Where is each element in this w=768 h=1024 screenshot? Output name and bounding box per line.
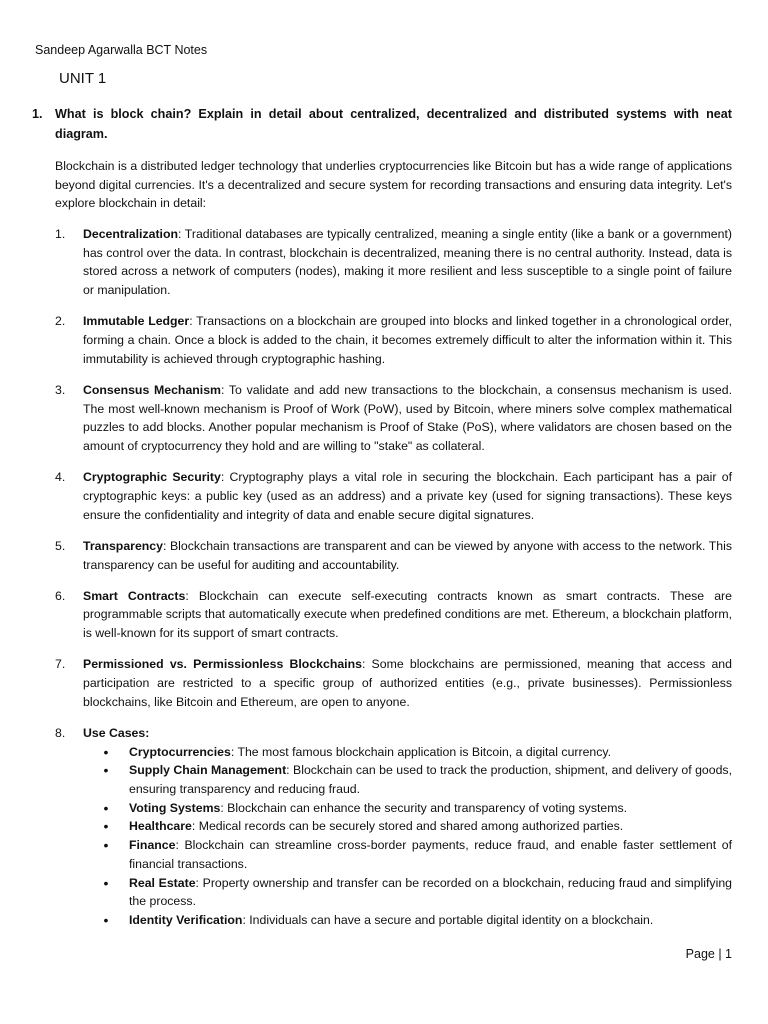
item-number: 2. (55, 314, 66, 329)
question-text: What is block chain? Explain in detail about centralized, decentralized and distributed systems with neat diagram. (55, 107, 732, 141)
item-term: Decentralization (83, 227, 178, 241)
use-case-term: Supply Chain Management (129, 763, 287, 778)
item-number: 1. (55, 227, 66, 241)
bullet-icon: • (103, 912, 109, 928)
item-description: : To validate and add new transactions to the blockchain, a consensus mechanism is used. The most well-known mechanism is Proof of Work (PoW), used by Bitcoin, where miners solve complex mathematical puzzles to add blocks. Another popular mechanism is Proof of Stake (PoS), where validators are chosen based on the amount of cryptocurrency they hold and are willing to "stake" as collateral. (83, 382, 732, 454)
numbered-list (55, 225, 732, 942)
item-text (83, 587, 732, 643)
item-description: : Blockchain transactions are transparent and can be viewed by anyone with access to the network. This transparency can be useful for auditing and accountability. (83, 538, 732, 572)
item-text (83, 468, 732, 524)
use-case-term: Voting Systems (129, 800, 221, 815)
use-case-description: : Blockchain can streamline cross-border payments, reduce fraud, and enable faster settlement of financial transactions. (129, 838, 732, 871)
bullet-icon: • (103, 837, 109, 854)
item-term: Smart Contracts (83, 588, 186, 603)
item-description: : Blockchain can execute self-executing contracts known as smart contracts. These are programmable scripts that automatically execute when predefined conditions are met. Ethereum, a blockchain platform, is well-known for its support of smart contracts. (83, 588, 732, 641)
item-number: 4. (55, 470, 66, 485)
item-number: 7. (55, 657, 66, 672)
question-heading (32, 104, 732, 144)
use-case-description: : Blockchain can enhance the security and transparency of voting systems. (220, 800, 628, 815)
bullet-icon: • (103, 743, 109, 760)
item-term: Use Cases (83, 725, 146, 740)
item-number: 6. (55, 588, 66, 603)
item-text (83, 312, 732, 368)
item-number: 8. (55, 725, 66, 740)
item-text (83, 655, 732, 711)
item-term: Consensus Mechanism (83, 382, 221, 397)
list-item (55, 587, 732, 643)
item-text (83, 537, 732, 574)
list-item (55, 468, 732, 524)
use-case-term: Healthcare (129, 819, 192, 834)
list-item (55, 381, 732, 456)
item-text (83, 225, 732, 300)
item-term: Cryptographic Security (83, 470, 221, 485)
item-description: : Traditional databases are typically centralized, meaning a single entity (like a bank or a government) has control over the data. In contrast, blockchain is decentralized, meaning there is no central authority. Instead, data is stored across a network of computers (nodes), making it more resilient and less susceptible to a single point of failure or manipulation. (83, 227, 732, 298)
use-case-term: Finance (129, 838, 176, 853)
list-item (55, 537, 732, 574)
use-case-item (83, 743, 732, 762)
item-number: 5. (55, 538, 66, 553)
item-term-suffix: : (145, 725, 150, 740)
use-case-item (83, 799, 732, 818)
item-description: : Some blockchains are permissioned, meaning that access and participation are restricted to a specific group of authorized entities (e.g., private businesses). Permissionless blockchains, like Bitcoin and Ethereum, are open to anyone. (83, 657, 732, 709)
use-case-term: Identity Verification (129, 913, 243, 927)
item-text (83, 724, 732, 930)
item-description: : Cryptography plays a vital role in securing the blockchain. Each participant has a pair of cryptographic keys: a public key (used as an address) and a private key (used for signing transactions). These keys ensure the confidentiality and integrity of data and enable secure digital signatures. (83, 470, 732, 522)
use-case-description: : Individuals can have a secure and portable digital identity on a blockchain. (242, 913, 654, 927)
use-case-item (83, 817, 732, 836)
use-case-item (83, 836, 732, 873)
bullet-icon: • (103, 818, 109, 835)
bullet-icon: • (103, 874, 109, 891)
use-case-term: Real Estate (129, 875, 196, 890)
item-term: Immutable Ledger (83, 314, 190, 329)
use-case-item (83, 761, 732, 798)
unit-title: UNIT 1 (59, 70, 107, 87)
bullet-icon: • (103, 799, 109, 816)
use-case-description: : Blockchain can be used to track the production, shipment, and delivery of goods, ensuring transparency and reducing fraud. (129, 763, 732, 797)
question-number: 1. (32, 107, 43, 121)
list-item (55, 655, 732, 711)
use-case-description: : Property ownership and transfer can be recorded on a blockchain, reducing fraud and simplifying the process. (129, 875, 732, 909)
item-term: Transparency (83, 538, 163, 553)
item-text (83, 381, 732, 456)
list-item (55, 312, 732, 368)
list-item-use-cases (55, 724, 732, 930)
item-term: Permissioned vs. Permissionless Blockchains (83, 657, 362, 672)
page-header: Sandeep Agarwalla BCT Notes (35, 43, 208, 57)
use-case-item (83, 911, 732, 930)
intro-paragraph: Blockchain is a distributed ledger technology that underlies cryptocurrencies like Bitcoin but has a wide range of applications beyond digital currencies. It's a decentralized and secure system for recording transactions and ensuring data integrity. Let's explore blockchain in detail: (55, 159, 732, 211)
page-number: Page | 1 (685, 947, 732, 961)
item-number: 3. (55, 382, 66, 397)
item-description: : Transactions on a blockchain are grouped into blocks and linked together in a chronological order, forming a chain. Once a block is added to the chain, it becomes extremely difficult to alter the information within it. This immutability is achieved through cryptographic hashing. (83, 314, 732, 366)
use-case-item (83, 874, 732, 911)
bullet-icon: • (103, 762, 109, 779)
use-case-list (83, 743, 732, 930)
use-case-term: Cryptocurrencies (129, 744, 231, 759)
use-case-description: : Medical records can be securely stored and shared among authorized parties. (191, 819, 624, 834)
use-case-description: : The most famous blockchain application is Bitcoin, a digital currency. (230, 744, 612, 759)
list-item (55, 225, 732, 300)
